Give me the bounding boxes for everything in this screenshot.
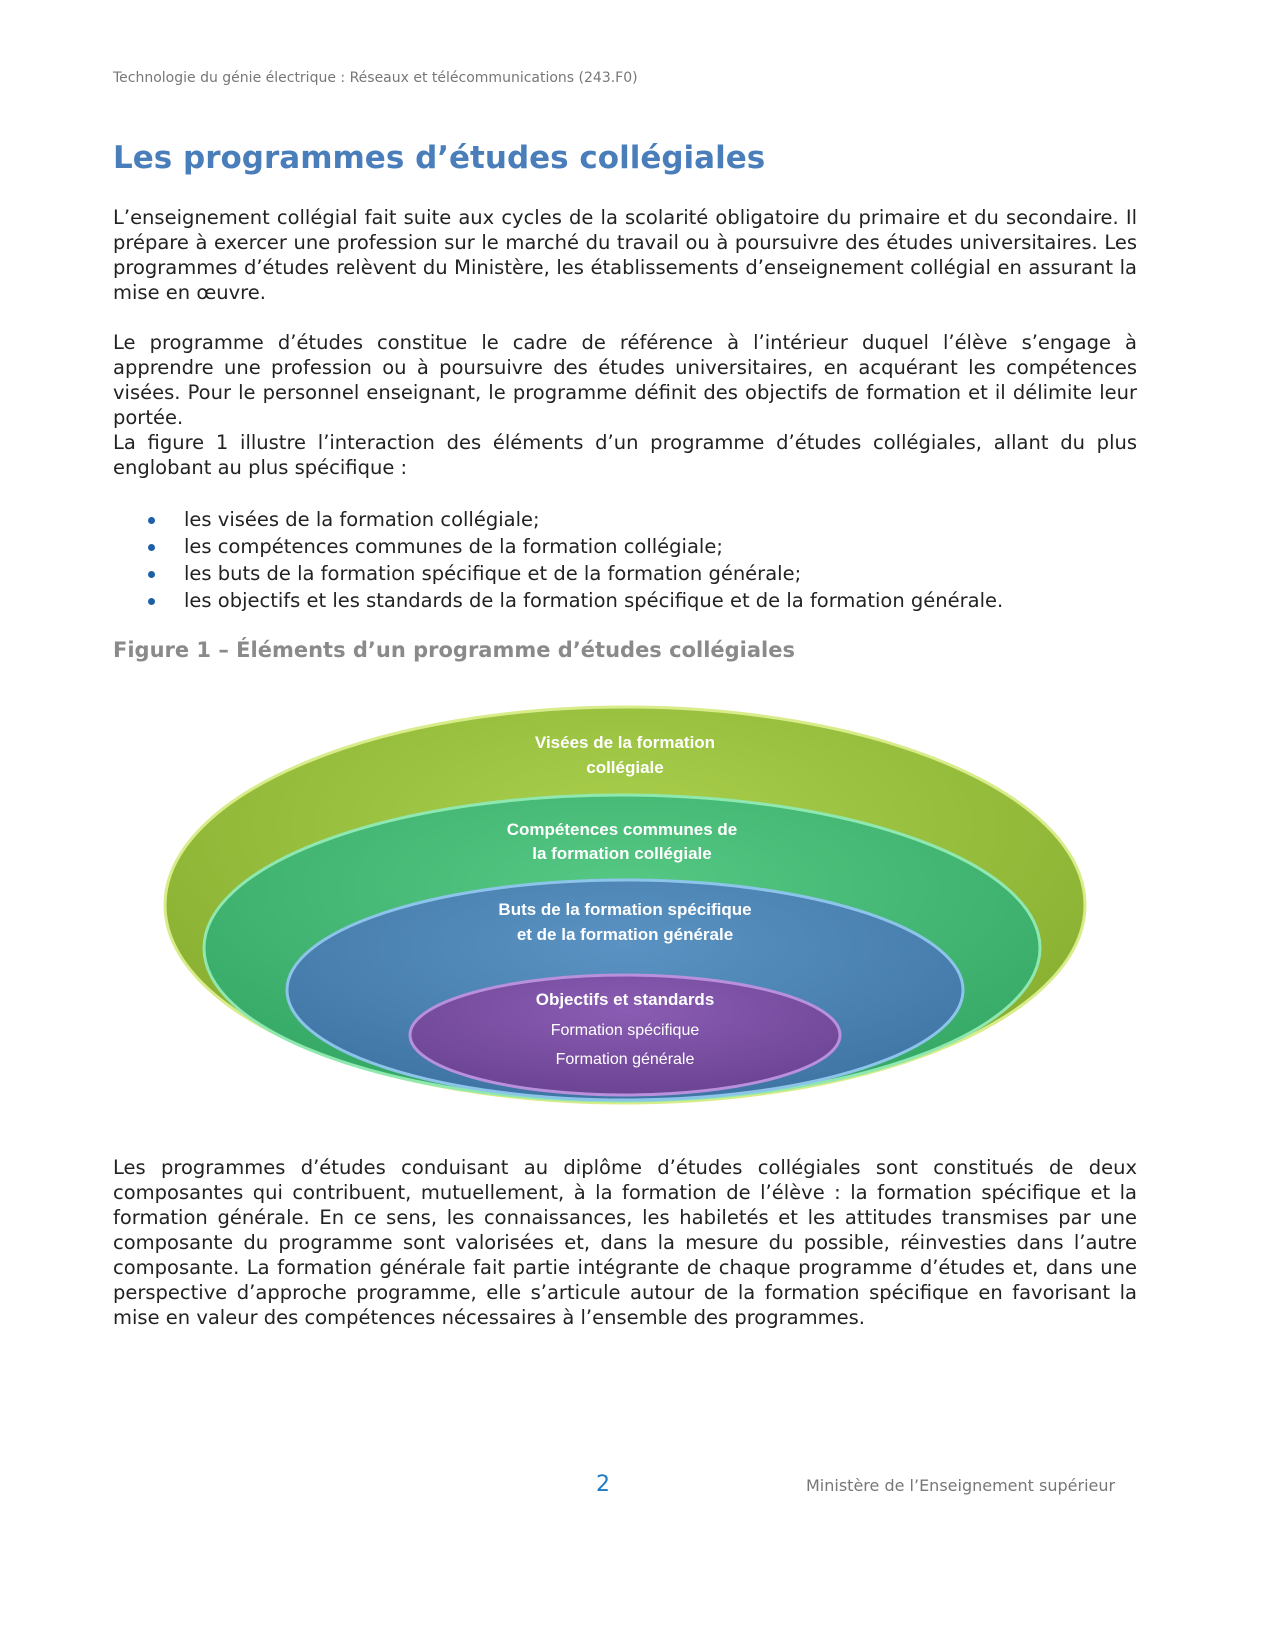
nested-ellipse-diagram bbox=[0, 690, 1275, 1120]
running-header: Technologie du génie électrique : Réseaux et télécommunications (243.F0) bbox=[113, 70, 638, 86]
list-item bbox=[113, 560, 1003, 587]
page-number: 2 bbox=[596, 1472, 610, 1497]
page-title: Les programmes d’études collégiales bbox=[113, 140, 766, 176]
level-3-label: et de la formation générale bbox=[516, 925, 734, 944]
list-item bbox=[113, 506, 1003, 533]
paragraph: L’enseignement collégial fait suite aux cycles de la scolarité obligatoire du primaire et du secondaire. Il prépare à exercer une profession sur le marché du travail ou à poursuivre des études universitaires. Les programmes d’études relèvent du Ministère, les établissements d’enseignement collégial en assurant la mise en œuvre. bbox=[113, 206, 1137, 304]
bullet-icon bbox=[148, 598, 155, 605]
bullet-icon bbox=[148, 517, 155, 524]
figure-caption: Figure 1 – Éléments d’un programme d’études collégiales bbox=[113, 638, 795, 662]
paragraph: Les programmes d’études conduisant au diplôme d’études collégiales sont constitués de deux composantes qui contribuent, mutuellement, à la formation de l’élève : la formation spécifique et la formation générale. En ce sens, les connaissances, les habiletés et les attitudes transmises par une composante du programme sont valorisées et, dans la mesure du possible, réinvesties dans l’autre composante. La formation générale fait partie intégrante de chaque programme d’études et, dans une perspective d’approche programme, elle s’articule autour de la formation spécifique en favorisant la mise en valeur des compétences nécessaires à l’ensemble des programmes. bbox=[113, 1156, 1137, 1329]
list-item bbox=[113, 533, 1003, 560]
level-4-sublabel: Formation spécifique bbox=[550, 1022, 700, 1039]
level-4-label: Objectifs et standards bbox=[535, 990, 715, 1009]
paragraph: La figure 1 illustre l’interaction des éléments d’un programme d’études collégiales, allant du plus englobant au plus spécifique : bbox=[113, 431, 1137, 479]
level-3-label: Buts de la formation spécifique bbox=[498, 900, 752, 919]
bullet-icon bbox=[148, 544, 155, 551]
level-1-label: collégiale bbox=[586, 758, 664, 777]
level-4-sublabel: Formation générale bbox=[555, 1051, 695, 1068]
list-item-text: les buts de la formation spécifique et de la formation générale; bbox=[184, 562, 802, 585]
list-item-text: les visées de la formation collégiale; bbox=[184, 508, 540, 531]
level-1-label: Visées de la formation bbox=[534, 733, 716, 752]
bullet-icon bbox=[148, 571, 155, 578]
bullet-list bbox=[113, 506, 1003, 614]
list-item-text: les objectifs et les standards de la formation spécifique et de la formation générale. bbox=[184, 589, 1004, 612]
level-2-label: la formation collégiale bbox=[532, 844, 712, 863]
paragraph: Le programme d’études constitue le cadre de référence à l’intérieur duquel l’élève s’engage à apprendre une profession ou à poursuivre des études universitaires, en acquérant les compétences visées. Pour le personnel enseignant, le programme définit des objectifs de formation et il délimite leur portée. bbox=[113, 331, 1137, 429]
list-item-text: les compétences communes de la formation collégiale; bbox=[184, 535, 723, 558]
list-item bbox=[113, 587, 1003, 614]
level-2-label: Compétences communes de bbox=[506, 820, 738, 839]
footer-organization: Ministère de l’Enseignement supérieur bbox=[806, 1476, 1116, 1495]
